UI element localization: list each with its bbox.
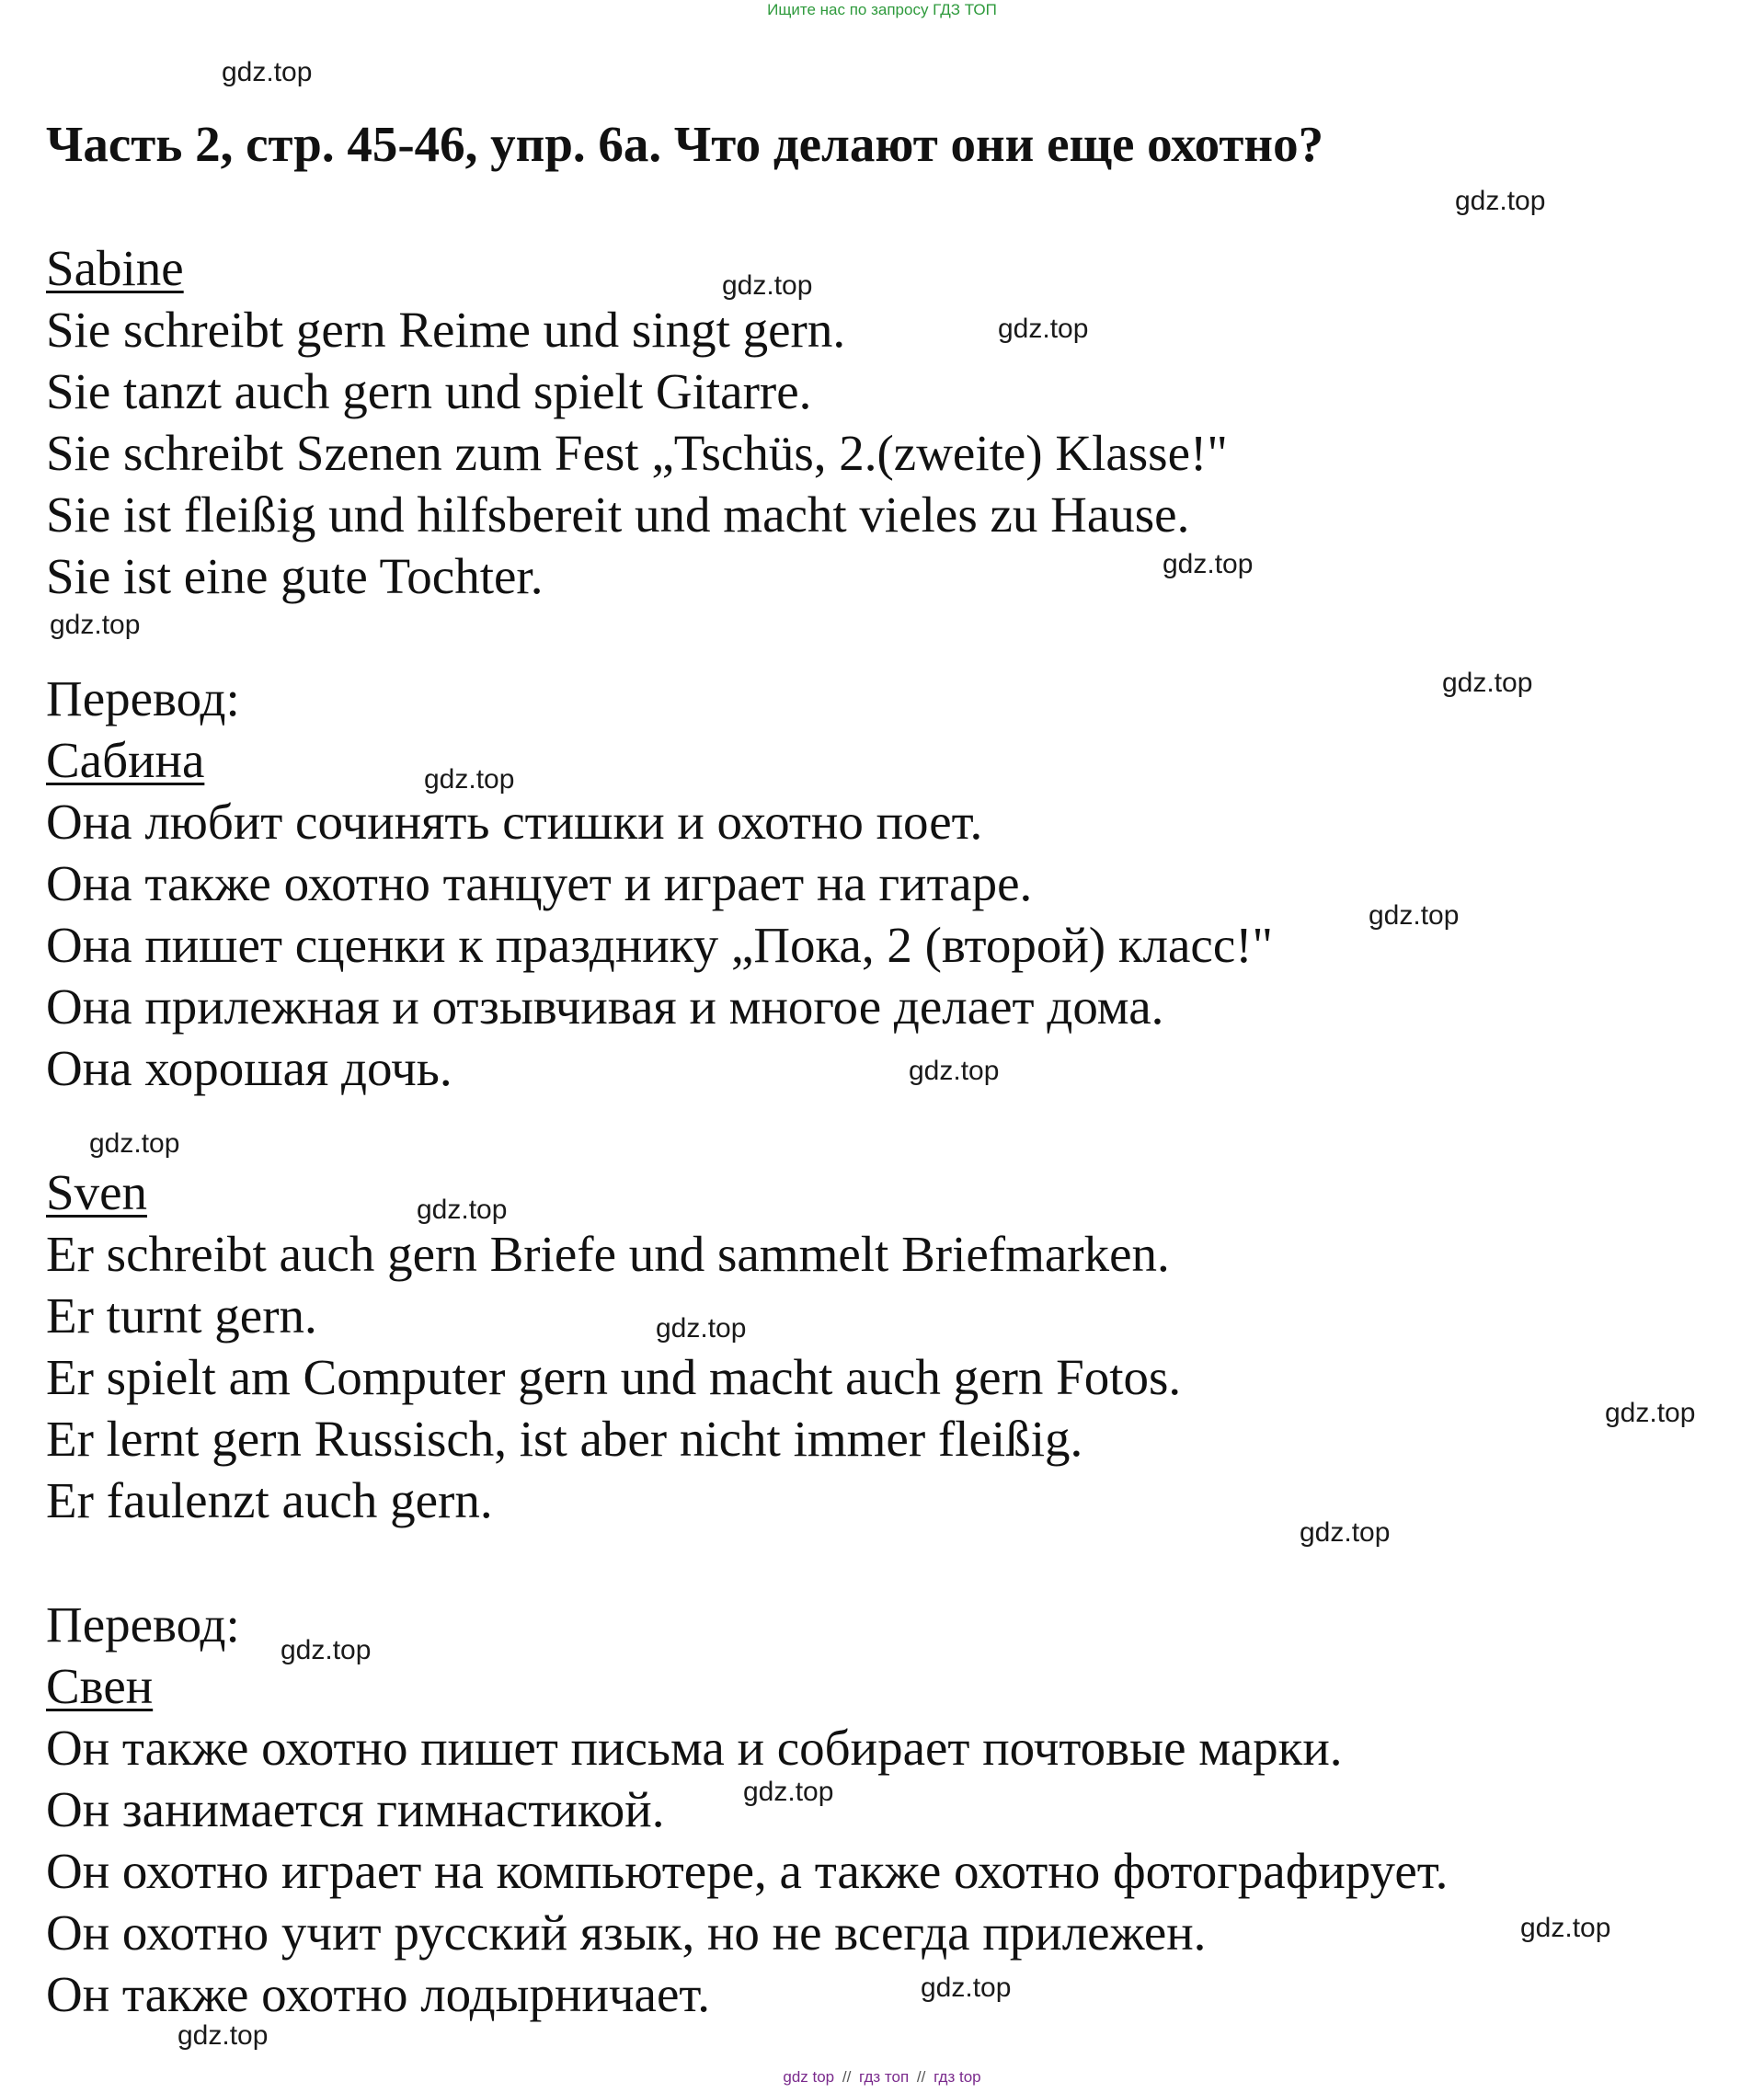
section-heading: Сабина (46, 732, 205, 788)
footer-separator: // (842, 2068, 852, 2086)
text-line: Она хорошая дочь. (46, 1040, 452, 1096)
text-line: Он также охотно лодырничает. (46, 1966, 711, 2022)
watermark: gdz.top (1442, 668, 1533, 698)
text-line: Sie schreibt gern Reime und singt gern. (46, 302, 846, 358)
text-line: Er faulenzt auch gern. (46, 1472, 493, 1528)
section-sven-translation (46, 1594, 1448, 2025)
watermark: gdz.top (417, 1195, 508, 1225)
watermark: gdz.top (222, 57, 313, 87)
section-sabine-translation (46, 668, 1273, 1099)
translation-label: Перевод: (46, 1596, 240, 1653)
watermark: gdz.top (281, 1635, 372, 1665)
text-line: Er spielt am Computer gern und macht auch gern Fotos. (46, 1349, 1182, 1405)
text-line: Он занимается гимнастикой. (46, 1781, 665, 1837)
watermark: gdz.top (998, 314, 1089, 344)
footer-link[interactable]: гдз top (934, 2068, 981, 2086)
watermark: gdz.top (921, 1973, 1012, 2003)
watermark: gdz.top (1520, 1913, 1611, 1943)
watermark: gdz.top (89, 1128, 180, 1159)
translation-label: Перевод: (46, 670, 240, 726)
footer-link[interactable]: gdz top (783, 2068, 835, 2086)
watermark: gdz.top (1369, 900, 1460, 931)
watermark: gdz.top (178, 2020, 269, 2051)
page-title: Часть 2, стр. 45-46, упр. 6а. Что делают они еще охотно? (46, 116, 1324, 172)
footer-separator: // (916, 2068, 926, 2086)
watermark: gdz.top (1300, 1517, 1391, 1548)
watermark: gdz.top (1605, 1398, 1696, 1428)
section-sven (46, 1161, 1181, 1531)
text-line: Sie schreibt Szenen zum Fest „Tschüs, 2.(zweite) Klasse!" (46, 425, 1228, 481)
footer-link[interactable]: гдз топ (859, 2068, 910, 2086)
text-line: Она любит сочинять стишки и охотно поет. (46, 794, 983, 850)
watermark: gdz.top (656, 1313, 747, 1344)
text-line: Она также охотно танцует и играет на гитаре. (46, 855, 1033, 911)
text-line: Он охотно учит русский язык, но не всегда прилежен. (46, 1904, 1207, 1961)
watermark: gdz.top (1455, 186, 1546, 216)
watermark: gdz.top (722, 270, 813, 301)
watermark: gdz.top (909, 1056, 1000, 1086)
text-line: Er turnt gern. (46, 1287, 317, 1344)
text-line: Он также охотно пишет письма и собирает почтовые марки. (46, 1720, 1343, 1776)
top-banner: Ищите нас по запросу ГДЗ ТОП (767, 1, 997, 18)
text-line: Она прилежная и отзывчивая и многое делает дома. (46, 978, 1164, 1035)
watermark: gdz.top (50, 610, 141, 640)
text-line: Он охотно играет на компьютере, а также охотно фотографирует. (46, 1843, 1449, 1899)
section-sabine (46, 237, 1228, 607)
text-line: Sie ist eine gute Tochter. (46, 548, 544, 604)
section-heading: Свен (46, 1658, 154, 1714)
watermark: gdz.top (743, 1777, 834, 1807)
watermark: gdz.top (1163, 549, 1254, 579)
text-line: Er lernt gern Russisch, ist aber nicht immer fleißig. (46, 1411, 1083, 1467)
section-heading: Sven (46, 1164, 147, 1220)
watermark: gdz.top (424, 764, 515, 795)
footer (0, 2067, 1764, 2087)
text-line: Sie tanzt auch gern und spielt Gitarre. (46, 363, 812, 419)
text-line: Er schreibt auch gern Briefe und sammelt Briefmarken. (46, 1226, 1170, 1282)
text-line: Она пишет сценки к празднику „Пока, 2 (второй) класс!" (46, 917, 1273, 973)
section-heading: Sabine (46, 240, 184, 296)
text-line: Sie ist fleißig und hilfsbereit und macht vieles zu Hause. (46, 486, 1190, 543)
